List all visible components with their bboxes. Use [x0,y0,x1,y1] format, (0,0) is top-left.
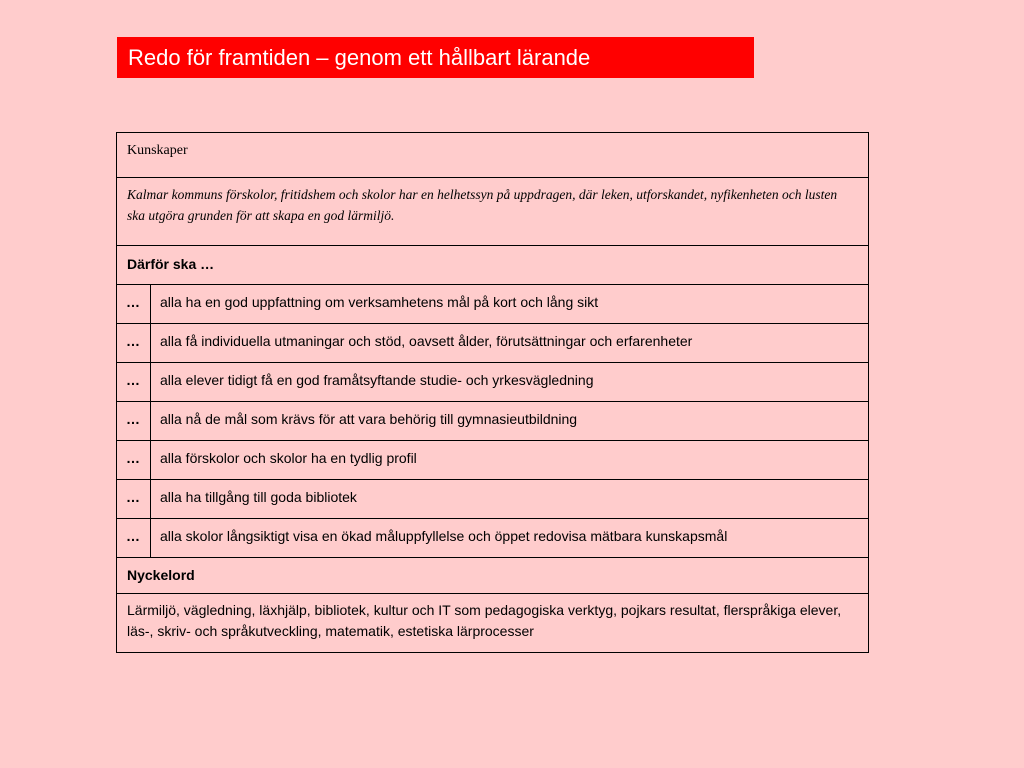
table-row [117,324,869,363]
item-text: alla ha tillgång till goda bibliotek [151,480,869,519]
item-marker: … [117,519,151,558]
intro-text: Kalmar kommuns förskolor, fritidshem och skolor har en helhetssyn på uppdragen, där leken, utforskandet, nyfikenheten och lusten ska utgöra grunden för att skapa en god lärmiljö. [117,178,869,246]
table-row [117,402,869,441]
keywords-heading-row [117,558,869,594]
kunskaper-table [116,132,869,653]
table-row [117,480,869,519]
item-marker: … [117,285,151,324]
item-marker: … [117,363,151,402]
table-row [117,441,869,480]
keywords-text: Lärmiljö, vägledning, läxhjälp, bibliotek, kultur och IT som pedagogiska verktyg, pojkars resultat, flerspråkiga elever, läs-, skriv- och språkutveckling, matematik, estetiska lärprocesser [117,594,869,653]
section-heading: Kunskaper [117,133,869,178]
item-text: alla förskolor och skolor ha en tydlig profil [151,441,869,480]
keywords-heading: Nyckelord [117,558,869,594]
item-text: alla elever tidigt få en god framåtsyftande studie- och yrkesvägledning [151,363,869,402]
subheading: Därför ska … [117,246,869,285]
item-marker: … [117,480,151,519]
item-text: alla få individuella utmaningar och stöd, oavsett ålder, förutsättningar och erfarenheter [151,324,869,363]
item-text: alla skolor långsiktigt visa en ökad måluppfyllelse och öppet redovisa mätbara kunskapsmål [151,519,869,558]
intro-row [117,178,869,246]
slide-title: Redo för framtiden – genom ett hållbart lärande [128,44,591,70]
item-marker: … [117,402,151,441]
item-text: alla nå de mål som krävs för att vara behörig till gymnasieutbildning [151,402,869,441]
title-bar [117,37,754,78]
item-text: alla ha en god uppfattning om verksamhetens mål på kort och lång sikt [151,285,869,324]
item-marker: … [117,441,151,480]
table-header-row [117,133,869,178]
table-row [117,285,869,324]
table-row [117,519,869,558]
table-row [117,363,869,402]
subheading-row [117,246,869,285]
keywords-row [117,594,869,653]
item-marker: … [117,324,151,363]
